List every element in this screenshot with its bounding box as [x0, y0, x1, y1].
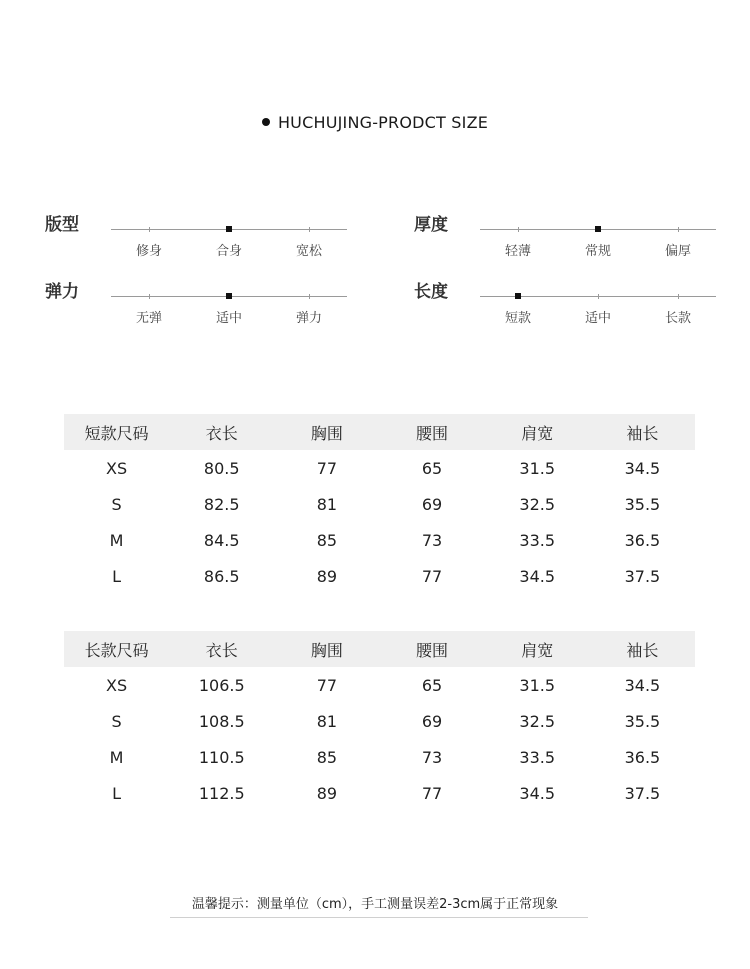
table-cell: 77	[316, 458, 338, 478]
table-cell: 80.5	[203, 458, 240, 478]
scale-tick	[149, 294, 150, 299]
table-cell: M	[109, 530, 124, 550]
attribute-scale	[111, 293, 347, 333]
attribute-scale	[480, 226, 716, 266]
column-header: 袖长	[590, 631, 695, 667]
table-cell: 84.5	[203, 530, 240, 550]
column-header: 胸围	[274, 631, 379, 667]
column-header: 肩宽	[485, 414, 590, 450]
table-cell: 73	[421, 530, 443, 550]
table-cell: 69	[421, 494, 443, 514]
table-cell: 108.5	[198, 711, 245, 731]
table-cell: 89	[316, 783, 338, 803]
table-row	[64, 703, 695, 739]
table-cell: 32.5	[519, 494, 556, 514]
scale-tick	[678, 227, 679, 232]
table-cell: 34.5	[624, 675, 661, 695]
scale-option: 长款	[664, 311, 691, 326]
attribute-label: 弹力	[45, 282, 79, 302]
attribute-length	[414, 277, 734, 327]
attribute-thickness	[414, 210, 734, 260]
scale-option: 无弹	[135, 311, 162, 326]
scale-option: 合身	[215, 244, 242, 259]
table-cell: 77	[421, 566, 443, 586]
table-cell: 34.5	[519, 783, 556, 803]
column-header: 胸围	[274, 414, 379, 450]
table-cell: 77	[421, 783, 443, 803]
table-cell: 37.5	[624, 566, 661, 586]
scale-option: 短款	[504, 311, 531, 326]
scale-tick	[518, 227, 519, 232]
table-cell: S	[111, 494, 122, 514]
scale-option: 弹力	[295, 311, 322, 326]
table-cell: 65	[421, 458, 443, 478]
table-cell: XS	[106, 458, 128, 478]
table-row	[64, 667, 695, 703]
scale-marker	[595, 226, 601, 232]
table-cell: 35.5	[624, 494, 661, 514]
column-header: 腰围	[379, 414, 484, 450]
table-cell: 34.5	[624, 458, 661, 478]
scale-tick	[309, 294, 310, 299]
table-cell: 31.5	[519, 675, 556, 695]
table-row	[64, 486, 695, 522]
measurement-note: 温馨提示：测量单位（cm），手工测量误差2-3cm属于正常现象	[191, 897, 559, 912]
table-cell: 69	[421, 711, 443, 731]
scale-marker	[515, 293, 521, 299]
table-cell: 82.5	[203, 494, 240, 514]
table-cell: 35.5	[624, 711, 661, 731]
table-row	[64, 450, 695, 486]
bullet-icon	[262, 118, 270, 126]
column-header: 长款尺码	[64, 631, 169, 667]
page-title	[0, 113, 750, 132]
note-underline	[170, 917, 588, 918]
size-table-long	[64, 631, 695, 811]
column-header: 衣长	[169, 414, 274, 450]
table-cell: 85	[316, 747, 338, 767]
attribute-scale	[111, 226, 347, 266]
table-cell: L	[112, 783, 122, 803]
table-cell: 81	[316, 494, 338, 514]
table-cell: 31.5	[519, 458, 556, 478]
table-cell: 86.5	[203, 566, 240, 586]
scale-tick	[678, 294, 679, 299]
page-title-text: HUCHUJING-PRODCT SIZE	[277, 113, 489, 132]
table-row	[64, 522, 695, 558]
scale-tick	[149, 227, 150, 232]
table-cell: 33.5	[519, 530, 556, 550]
table-cell: 73	[421, 747, 443, 767]
column-header: 肩宽	[485, 631, 590, 667]
column-header: 腰围	[379, 631, 484, 667]
table-row	[64, 558, 695, 594]
table-cell: XS	[106, 675, 128, 695]
table-cell: 89	[316, 566, 338, 586]
size-table-short	[64, 414, 695, 594]
scale-option: 常规	[584, 244, 611, 259]
table-cell: 110.5	[198, 747, 245, 767]
table-cell: 37.5	[624, 783, 661, 803]
table-cell: 36.5	[624, 530, 661, 550]
scale-option: 轻薄	[504, 244, 531, 259]
column-header: 衣长	[169, 631, 274, 667]
scale-tick	[598, 294, 599, 299]
table-cell: 34.5	[519, 566, 556, 586]
table-cell: L	[112, 566, 122, 586]
table-cell: 106.5	[198, 675, 245, 695]
table-cell: 77	[316, 675, 338, 695]
attribute-label: 厚度	[414, 215, 448, 235]
scale-option: 修身	[135, 244, 162, 259]
table-cell: 81	[316, 711, 338, 731]
table-cell: M	[109, 747, 124, 767]
table-cell: S	[111, 711, 122, 731]
table-header-row	[64, 414, 695, 450]
attribute-scale	[480, 293, 716, 333]
table-row	[64, 739, 695, 775]
table-cell: 65	[421, 675, 443, 695]
scale-option: 适中	[584, 311, 611, 326]
scale-option: 适中	[215, 311, 242, 326]
attribute-label: 长度	[414, 282, 448, 302]
table-row	[64, 775, 695, 811]
attribute-fit	[45, 210, 365, 260]
table-cell: 36.5	[624, 747, 661, 767]
scale-option: 宽松	[295, 244, 322, 259]
scale-option: 偏厚	[664, 244, 691, 259]
table-cell: 112.5	[198, 783, 245, 803]
table-cell: 33.5	[519, 747, 556, 767]
scale-marker	[226, 293, 232, 299]
table-header-row	[64, 631, 695, 667]
column-header: 袖长	[590, 414, 695, 450]
scale-tick	[309, 227, 310, 232]
table-cell: 32.5	[519, 711, 556, 731]
column-header: 短款尺码	[64, 414, 169, 450]
attribute-elasticity	[45, 277, 365, 327]
attribute-label: 版型	[45, 215, 79, 235]
table-cell: 85	[316, 530, 338, 550]
scale-marker	[226, 226, 232, 232]
